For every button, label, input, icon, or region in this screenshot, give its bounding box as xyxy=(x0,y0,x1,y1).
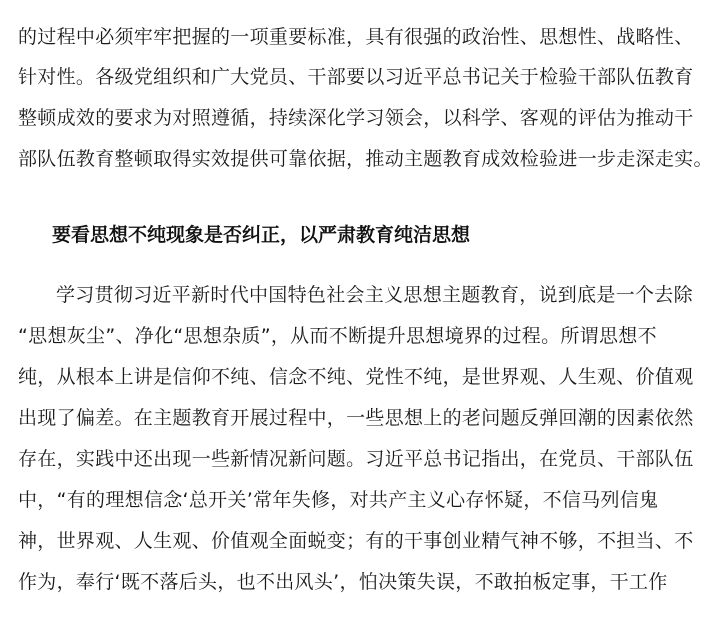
paragraph2-line-3: 纯，从根本上讲是信仰不纯、信念不纯、党性不纯，是世界观、人生观、价值观 xyxy=(18,366,694,388)
paragraph1-line-2: 针对性。各级党组织和广大党员、干部要以习近平总书记关于检验干部队伍教育 xyxy=(18,66,694,88)
paragraph2-line-1: 学习贯彻习近平新时代中国特色社会主义思想主题教育，说到底是一个去除 xyxy=(56,284,693,306)
paragraph2-line-8: 作为，奉行‘既不落后头，也不出风头’，怕决策失误，不敢拍板定事，干工作 xyxy=(18,571,668,593)
paragraph2-line-7: 神，世界观、人生观、价值观全面蜕变；有的干事创业精气神不够，不担当、不 xyxy=(18,530,694,552)
section-heading: 要看思想不纯现象是否纠正，以严肃教育纯洁思想 xyxy=(52,224,471,246)
paragraph1-line-3: 整顿成效的要求为对照遵循，持续深化学习领会，以科学、客观的评估为推动干 xyxy=(18,107,694,129)
paragraph2-line-5: 存在，实践中还出现一些新情况新问题。习近平总书记指出，在党员、干部队伍 xyxy=(18,448,694,470)
paragraph1-line-4: 部队伍教育整顿取得实效提供可靠依据，推动主题教育成效检验进一步走深走实。 xyxy=(18,148,713,170)
paragraph2-line-4: 出现了偏差。在主题教育开展过程中，一些思想上的老问题反弹回潮的因素依然 xyxy=(18,407,694,429)
paragraph2-line-6: 中，“有的理想信念‘总开关’常年失修，对共产主义心存怀疑，不信马列信鬼 xyxy=(18,489,659,511)
paragraph2-line-2: “思想灰尘”、净化“思想杂质”，从而不断提升思想境界的过程。所谓思想不 xyxy=(18,325,657,347)
paragraph1-line-1: 的过程中必须牢牢把握的一项重要标准，具有很强的政治性、思想性、战略性、 xyxy=(18,26,694,48)
